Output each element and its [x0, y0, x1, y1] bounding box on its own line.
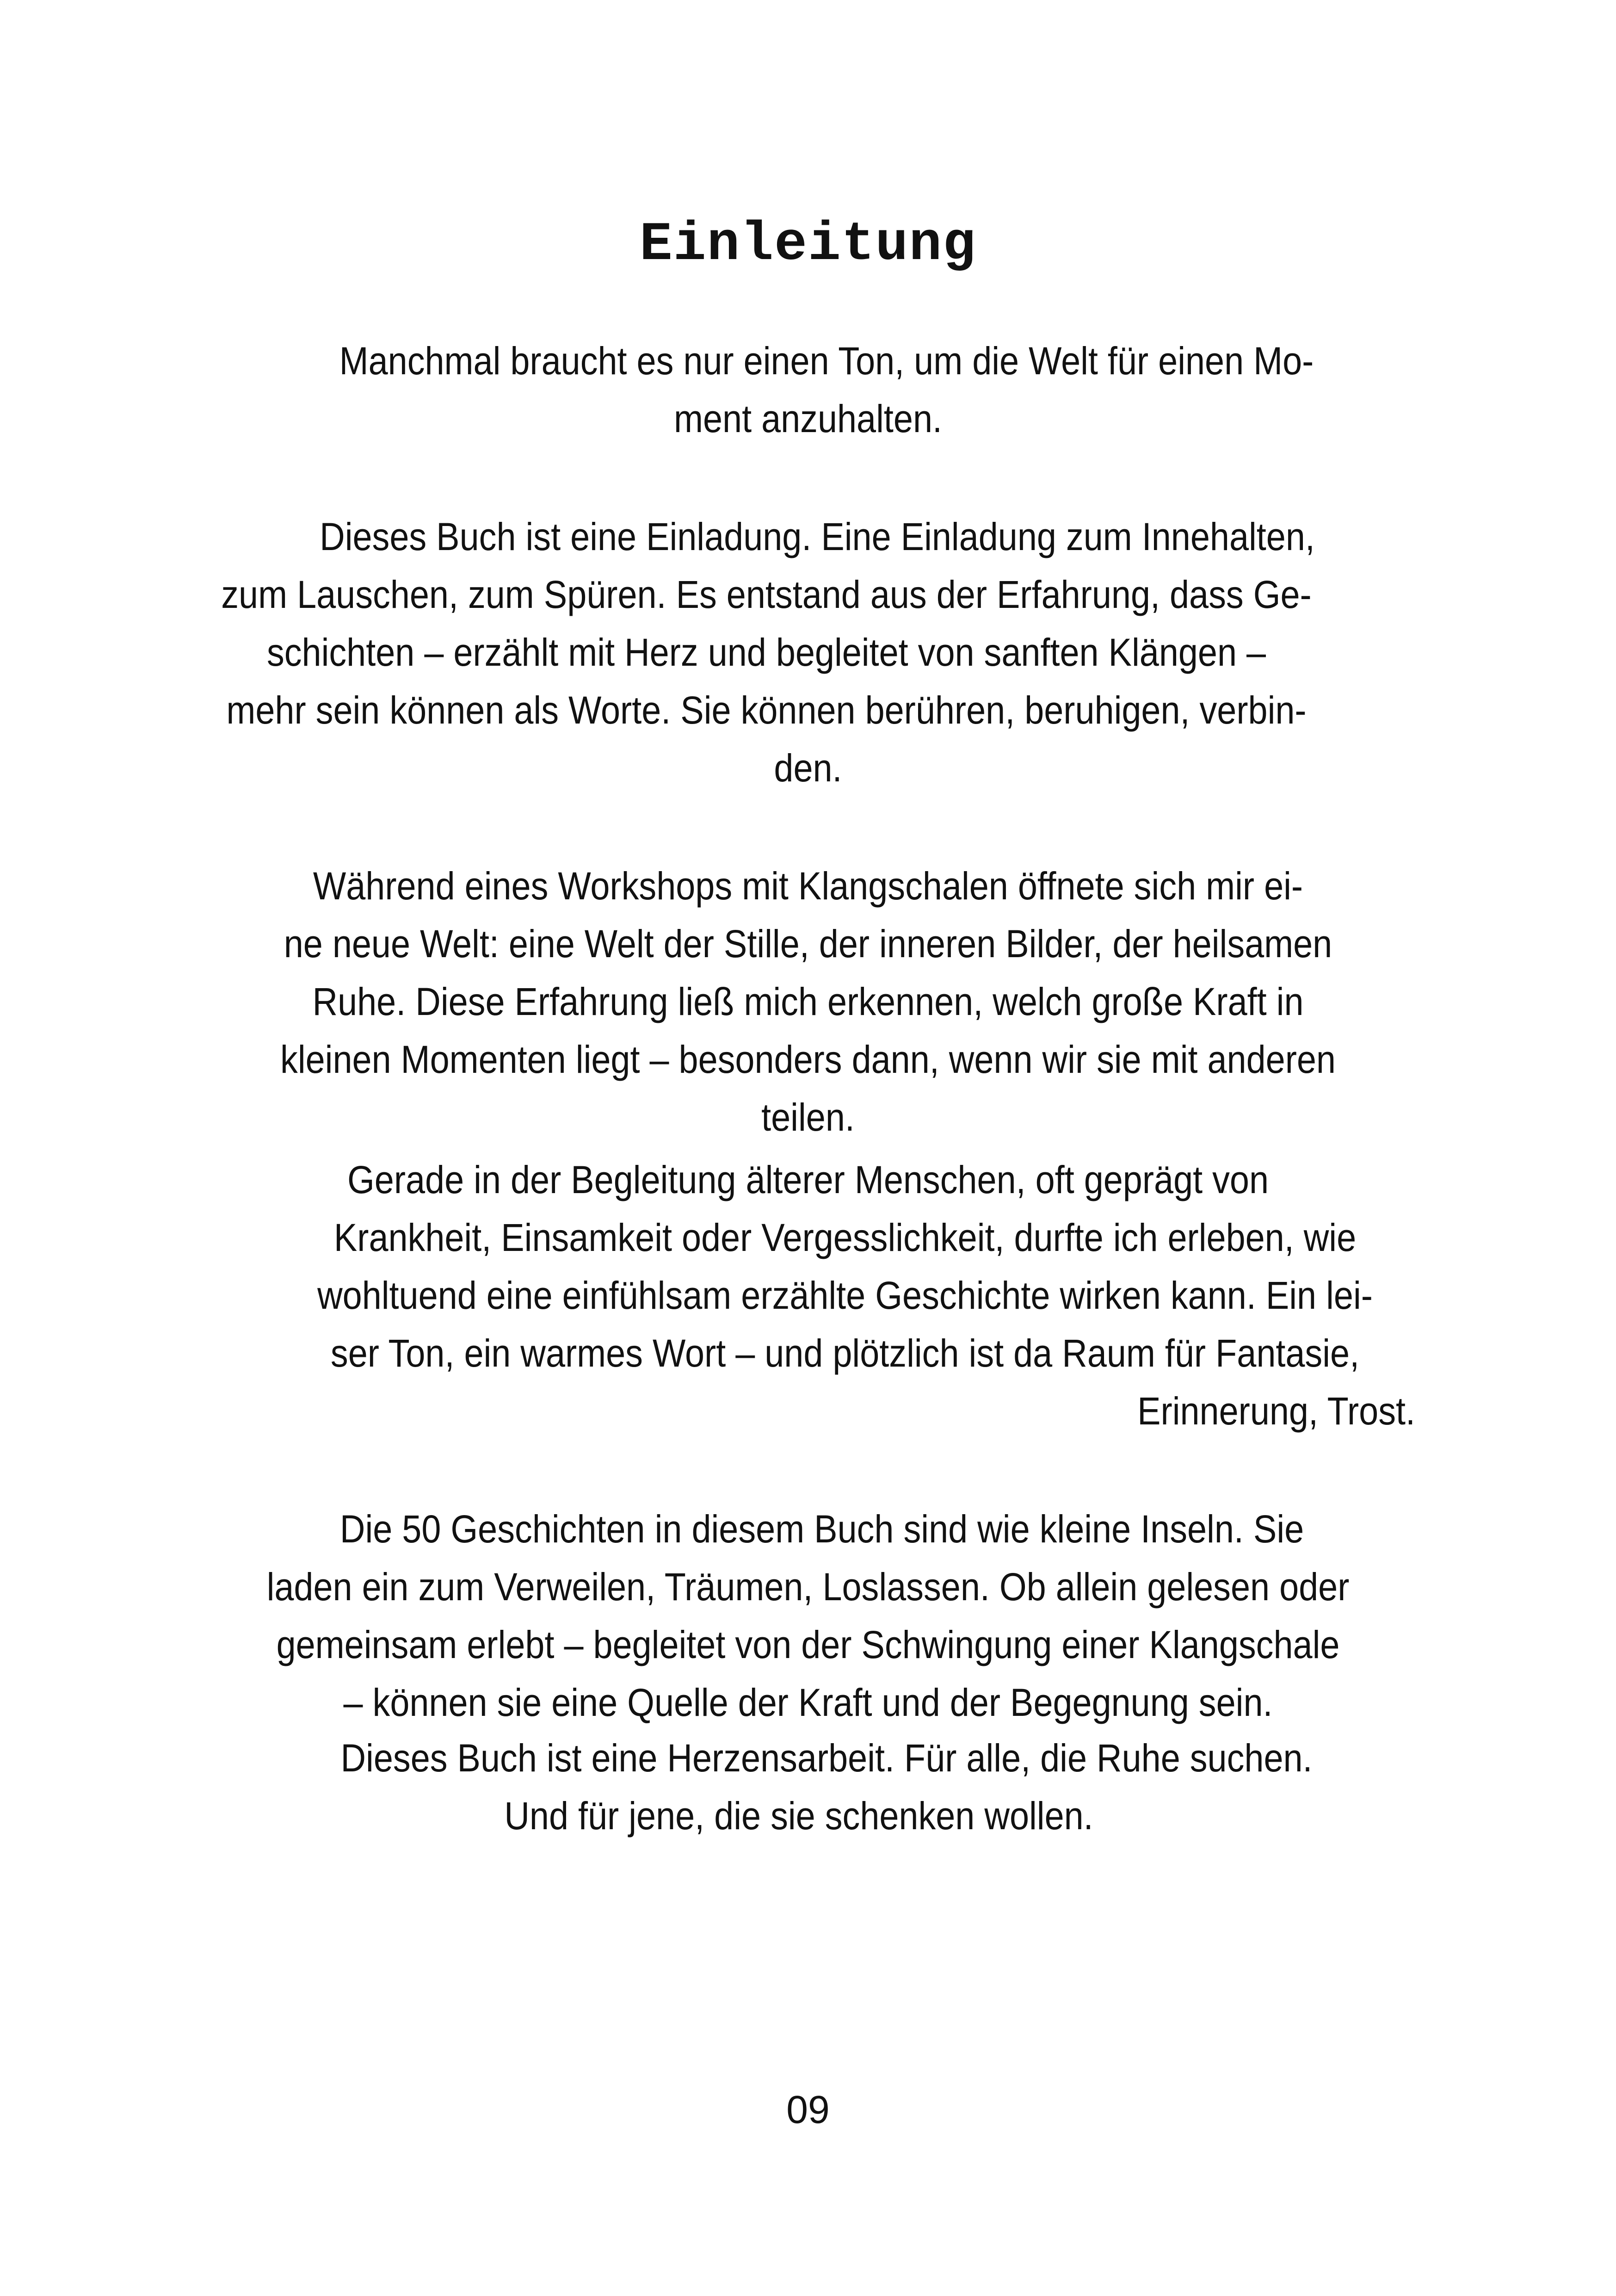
text-line: gemeinsam erlebt – begleitet von der Schwingung einer Klangschale — [276, 1623, 1340, 1666]
text-line: Manchmal braucht es nur einen Ton, um die Welt für einen Mo- — [339, 339, 1314, 383]
text-line: Ruhe. Diese Erfahrung ließ mich erkennen, welch große Kraft in — [312, 980, 1304, 1023]
text-line: Die 50 Geschichten in diesem Buch sind wie kleine Inseln. Sie — [339, 1507, 1304, 1551]
text-line: Erinnerung, Trost. — [1137, 1389, 1415, 1433]
text-line: ne neue Welt: eine Welt der Stille, der inneren Bilder, der heilsamen — [284, 922, 1332, 965]
text-line: Während eines Workshops mit Klangschalen öffnete sich mir ei- — [313, 864, 1303, 908]
text-line: Dieses Buch ist eine Einladung. Eine Einladung zum Innehalten, — [320, 515, 1315, 558]
text-line: den. — [774, 746, 842, 790]
text-line: kleinen Momenten liegt – besonders dann, wenn wir sie mit anderen — [280, 1038, 1336, 1081]
text-line: ser Ton, ein warmes Wort – und plötzlich ist da Raum für Fantasie, — [330, 1331, 1360, 1375]
text-line: – können sie eine Quelle der Kraft und der Begegnung sein. — [343, 1681, 1273, 1724]
text-line: mehr sein können als Worte. Sie können berühren, beruhigen, verbin- — [226, 688, 1307, 732]
text-line: ment anzuhalten. — [674, 397, 942, 440]
text-line: Krankheit, Einsamkeit oder Vergesslichkeit, durfte ich erleben, wie — [333, 1216, 1357, 1259]
text-line: wohltuend eine einfühlsam erzählte Geschichte wirken kann. Ein lei- — [317, 1274, 1373, 1317]
text-line: zum Lauschen, zum Spüren. Es entstand aus der Erfahrung, dass Ge- — [221, 573, 1312, 616]
text-line: Dieses Buch ist eine Herzensarbeit. Für alle, die Ruhe suchen. — [340, 1736, 1313, 1780]
text-line: Gerade in der Begleitung älterer Menschen, oft geprägt von — [347, 1158, 1269, 1201]
page-number: 09 — [786, 2088, 830, 2131]
text-line: Und für jene, die sie schenken wollen. — [504, 1794, 1093, 1838]
text-line: laden ein zum Verweilen, Träumen, Loslassen. Ob allein gelesen oder — [266, 1565, 1350, 1609]
text-line: schichten – erzählt mit Herz und begleitet von sanften Klängen – — [266, 631, 1266, 674]
chapter-title: Einleitung — [639, 214, 977, 276]
text-line: teilen. — [761, 1095, 855, 1139]
